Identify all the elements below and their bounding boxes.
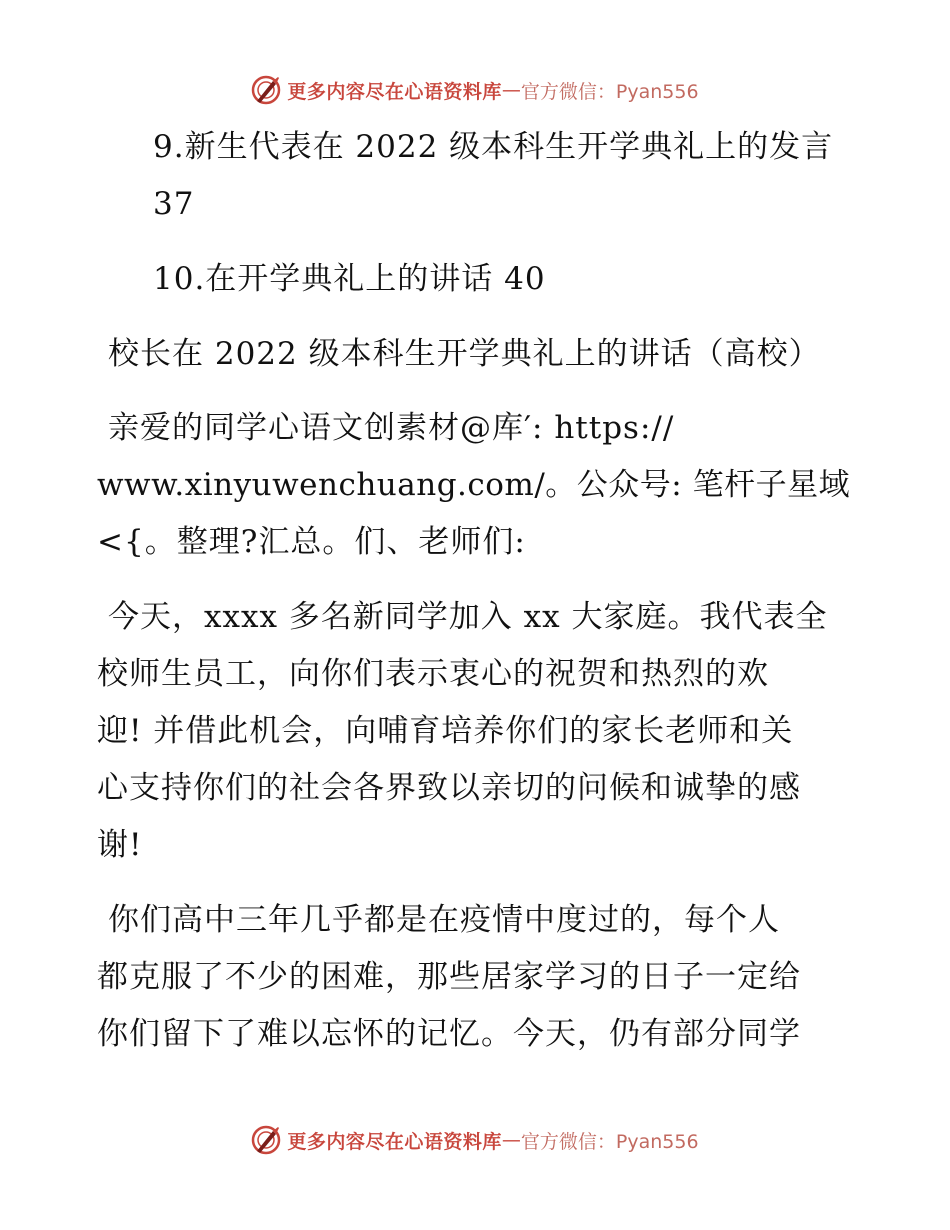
para2-line1: 今天，xxxx 多名新同学加入 xx 大家庭。我代表全 bbox=[108, 599, 828, 635]
toc-item-9-line1: 9.新生代表在 2022 级本科生开学典礼上的发言 bbox=[153, 129, 834, 165]
banner-brand-text: 更多内容尽在心语资料库 bbox=[287, 1130, 502, 1153]
banner-contact-text: 官方微信：Pyan556 bbox=[520, 1130, 699, 1153]
para2-line3: 迎! 并借此机会，向哺育培养你们的家长老师和关 bbox=[97, 713, 794, 749]
para1-line2: www.xinyuwenchuang.com/。公众号: 笔杆子星域 bbox=[97, 467, 851, 503]
banner-dash: — bbox=[501, 79, 521, 101]
para2-line2: 校师生员工，向你们表示衷心的祝贺和热烈的欢 bbox=[97, 656, 769, 692]
footer-banner bbox=[0, 1120, 950, 1160]
pen-logo-icon bbox=[251, 1125, 281, 1155]
para1-line1: 亲爱的同学心语文创素材@库′: https:// bbox=[108, 410, 675, 446]
para3-line3: 你们留下了难以忘怀的记忆。今天，仍有部分同学 bbox=[97, 1016, 801, 1052]
banner-brand-text: 更多内容尽在心语资料库 bbox=[287, 80, 502, 103]
para3-line2: 都克服了不少的困难，那些居家学习的日子一定给 bbox=[97, 959, 801, 995]
pen-logo-icon bbox=[251, 75, 281, 105]
banner-dash: — bbox=[501, 1129, 521, 1151]
article-title: 校长在 2022 级本科生开学典礼上的讲话（高校） bbox=[108, 336, 821, 372]
para2-line4: 心支持你们的社会各界致以亲切的问候和诚挚的感 bbox=[97, 770, 801, 806]
toc-item-9-page: 37 bbox=[153, 186, 195, 222]
header-banner bbox=[0, 70, 950, 110]
para1-line3: <{。整理?汇总。们、老师们: bbox=[97, 524, 526, 560]
toc-item-10: 10.在开学典礼上的讲话 40 bbox=[153, 261, 546, 297]
banner-contact-text: 官方微信：Pyan556 bbox=[520, 80, 699, 103]
para2-line5: 谢! bbox=[97, 827, 143, 863]
para3-line1: 你们高中三年几乎都是在疫情中度过的，每个人 bbox=[108, 902, 780, 938]
